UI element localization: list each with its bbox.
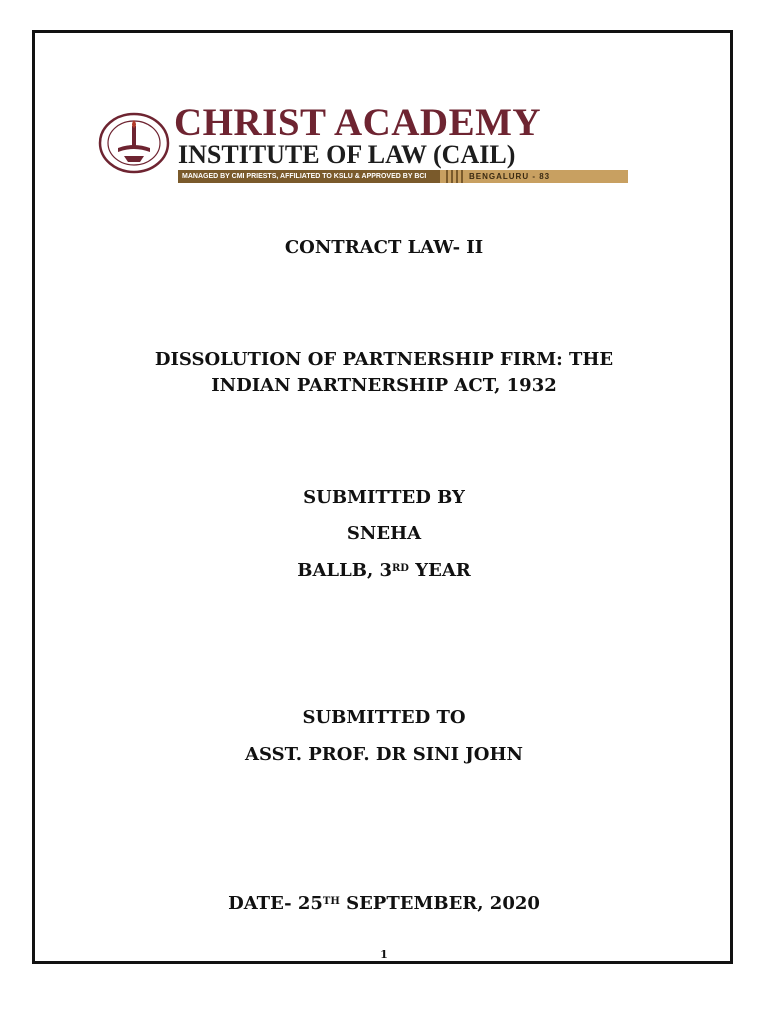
topic-title-line-2: INDIAN PARTNERSHIP ACT, 1932 xyxy=(211,375,557,396)
course-year: BALLB, 3RD YEAR xyxy=(297,560,471,581)
page-number: 1 xyxy=(380,948,388,961)
subject-title: CONTRACT LAW- II xyxy=(284,237,484,258)
student-name: SNEHA xyxy=(346,523,422,544)
submitted-to-label: SUBMITTED TO xyxy=(302,707,466,728)
submitted-by-label: SUBMITTED BY xyxy=(303,487,465,508)
logo-tagline-bar xyxy=(178,170,628,183)
bar-stripes xyxy=(446,170,463,183)
topic-title-line-1: DISSOLUTION OF PARTNERSHIP FIRM: THE xyxy=(154,349,614,370)
professor-name: ASST. PROF. DR SINI JOHN xyxy=(245,744,523,765)
institution-name: CHRIST ACADEMY xyxy=(174,101,542,144)
location-label: BENGALURU - 83 xyxy=(469,172,551,181)
tagline: MANAGED BY CMI PRIESTS, AFFILIATED TO KSLU & APPROVED BY BCI xyxy=(178,170,440,183)
submission-date: DATE- 25TH SEPTEMBER, 2020 xyxy=(228,893,540,914)
academy-seal-icon xyxy=(98,112,170,174)
institution-subtitle: INSTITUTE OF LAW (CAIL) xyxy=(178,140,516,169)
institution-logo xyxy=(98,101,638,188)
